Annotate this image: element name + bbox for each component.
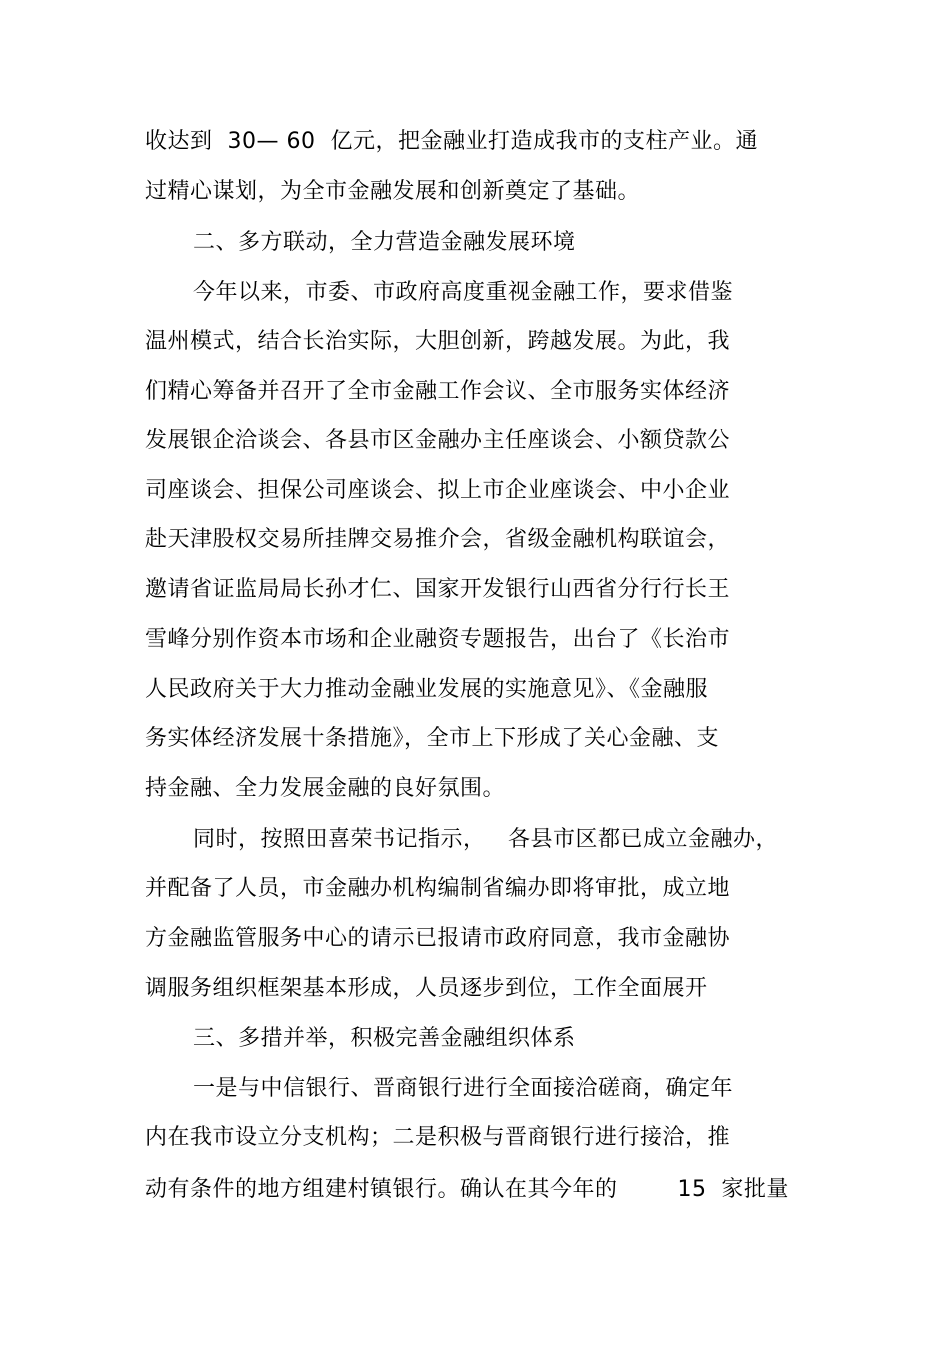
paragraph-line: 们精心筹备并召开了全市金融工作会议、全市服务实体经济: [145, 379, 731, 404]
paragraph-line: 内在我市设立分支机构；二是积极与晋商银行进行接洽，推: [145, 1125, 731, 1150]
section-heading: 三、多措并举，积极完善金融组织体系: [193, 1026, 576, 1051]
paragraph-line: 并配备了人员，市金融办机构编制省编办即将审批，成立地: [145, 876, 731, 901]
paragraph-line: 过精心谋划，为全市金融发展和创新奠定了基础。: [145, 179, 641, 204]
paragraph-line: 务实体经济发展十条措施》，全市上下形成了关心金融、支: [145, 726, 720, 751]
paragraph-line: 收达到 30— 60 亿元，把金融业打造成我市的支柱产业。通: [145, 129, 758, 154]
paragraph-line: 人民政府关于大力推动金融业发展的实施意见》、《金融服: [145, 677, 709, 702]
paragraph-line: 雪峰分别作资本市场和企业融资专题报告，出台了《长治市: [145, 627, 731, 652]
paragraph-line: 方金融监管服务中心的请示已报请市政府同意，我市金融协: [145, 926, 731, 951]
section-heading: 二、多方联动，全力营造金融发展环境: [193, 230, 576, 255]
paragraph-line: 发展银企洽谈会、各县市区金融办主任座谈会、小额贷款公: [145, 428, 731, 453]
paragraph-line: 温州模式，结合长治实际，大胆创新，跨越发展。为此，我: [145, 329, 731, 354]
paragraph-line: 动有条件的地方组建村镇银行。确认在其今年的 15 家批量: [145, 1177, 789, 1202]
paragraph-line: 邀请省证监局局长孙才仁、国家开发银行山西省分行行长王: [145, 577, 731, 602]
paragraph-line: 调服务组织框架基本形成，人员逐步到位，工作全面展开: [145, 976, 708, 1001]
paragraph-line: 今年以来，市委、市政府高度重视金融工作，要求借鉴: [193, 280, 734, 305]
paragraph-line: 一是与中信银行、晋商银行进行全面接洽磋商，确定年: [193, 1076, 734, 1101]
paragraph-line: 同时，按照田喜荣书记指示， 各县市区都已成立金融办，: [193, 827, 778, 852]
paragraph-line: 持金融、全力发展金融的良好氛围。: [145, 776, 506, 801]
paragraph-line: 赴天津股权交易所挂牌交易推介会，省级金融机构联谊会，: [145, 527, 731, 552]
paragraph-line: 司座谈会、担保公司座谈会、拟上市企业座谈会、中小企业: [145, 478, 731, 503]
